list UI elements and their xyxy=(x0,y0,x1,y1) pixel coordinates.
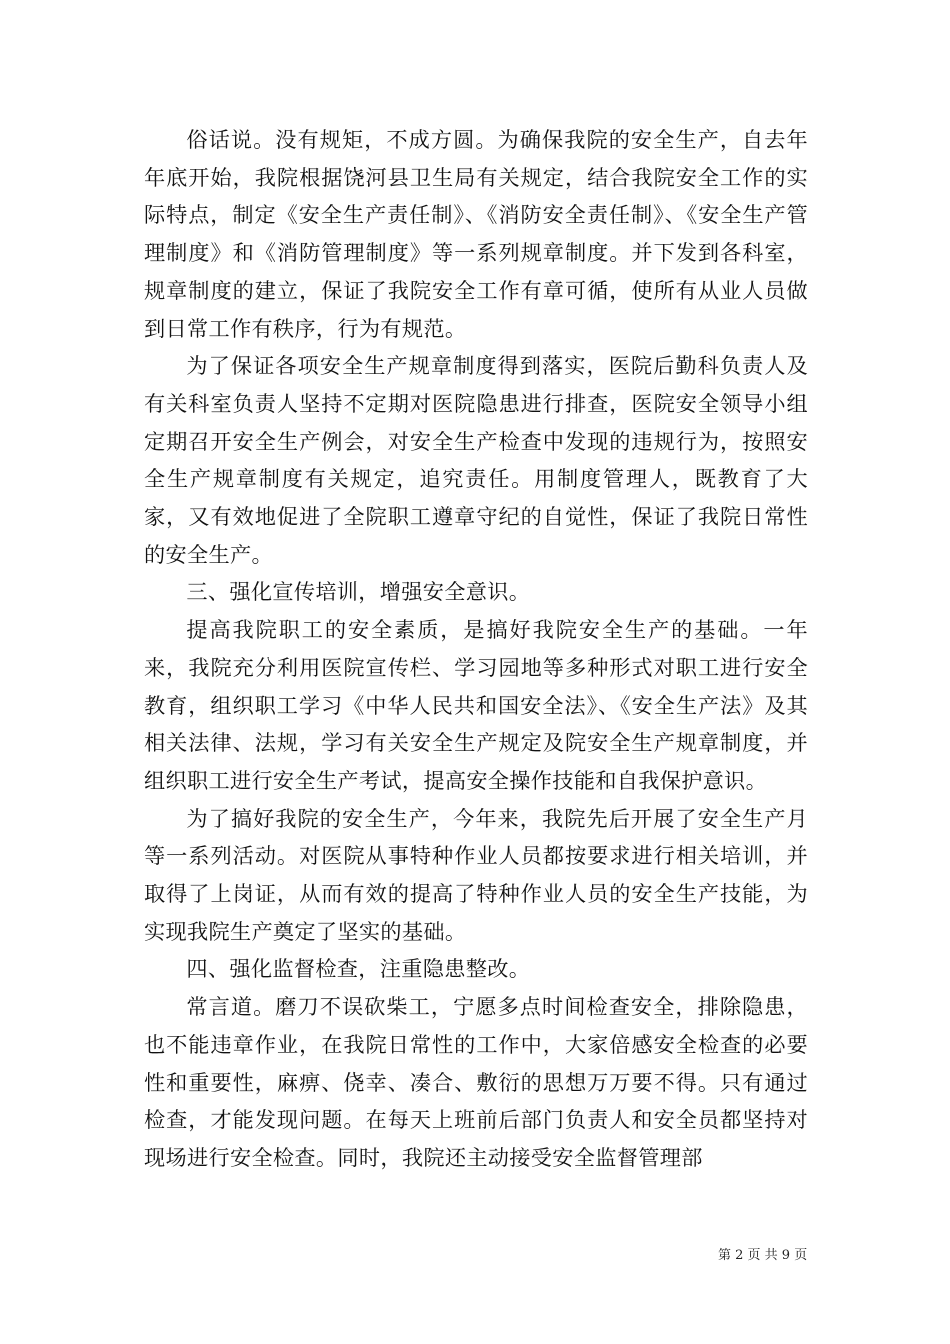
paragraph-safety-education: 提高我院职工的安全素质，是搞好我院安全生产的基础。一年来，我院充分利用医院宣传栏、学习园地等多种形式对职工进行安全教育，组织职工学习《中华人民共和国安全法》、《安全生产法》及其相关法律、法规，学习有关安全生产规定及院安全生产规章制度，并组织职工进行安全生产考试，提高安全操作技能和自我保护意识。 xyxy=(144,617,808,793)
document-body xyxy=(144,121,808,1177)
section-heading-inspection: 四、强化监督检查，注重隐患整改。 xyxy=(186,956,531,982)
paragraph-safety-inspection: 常言道。磨刀不误砍柴工，宁愿多点时间检查安全，排除隐患，也不能违章作业，在我院日常性的工作中，大家倍感安全检查的必要性和重要性，麻痹、侥幸、凑合、敷衍的思想万万要不得。只有通过检查，才能发现问题。在每天上班前后部门负责人和安全员都坚持对现场进行安全检查。同时，我院还主动接受安全监督管理部 xyxy=(144,994,808,1170)
paragraph-rules-enforcement: 为了保证各项安全生产规章制度得到落实，医院后勤科负责人及有关科室负责人坚持不定期对医院隐患进行排查，医院安全领导小组定期召开安全生产例会，对安全生产检查中发现的违规行为，按照安全生产规章制度有关规定，追究责任。用制度管理人，既教育了大家，又有效地促进了全院职工遵章守纪的自觉性，保证了我院日常性的安全生产。 xyxy=(144,353,808,567)
paragraph-safety-activities: 为了搞好我院的安全生产，今年来，我院先后开展了安全生产月等一系列活动。对医院从事特种作业人员都按要求进行相关培训，并取得了上岗证，从而有效的提高了特种作业人员的安全生产技能，为实现我院生产奠定了坚实的基础。 xyxy=(144,805,808,944)
page-number-footer: 第 2 页 共 9 页 xyxy=(718,1248,808,1263)
section-heading-training: 三、强化宣传培训，增强安全意识。 xyxy=(186,579,531,605)
paragraph-rules-system: 俗话说。没有规矩，不成方圆。为确保我院的安全生产，自去年年底开始，我院根据饶河县卫生局有关规定，结合我院安全工作的实际特点，制定《安全生产责任制》、《消防安全责任制》、《安全生产管理制度》和《消防管理制度》等一系列规章制度。并下发到各科室，规章制度的建立，保证了我院安全工作有章可循，使所有从业人员做到日常工作有秩序，行为有规范。 xyxy=(144,127,808,341)
